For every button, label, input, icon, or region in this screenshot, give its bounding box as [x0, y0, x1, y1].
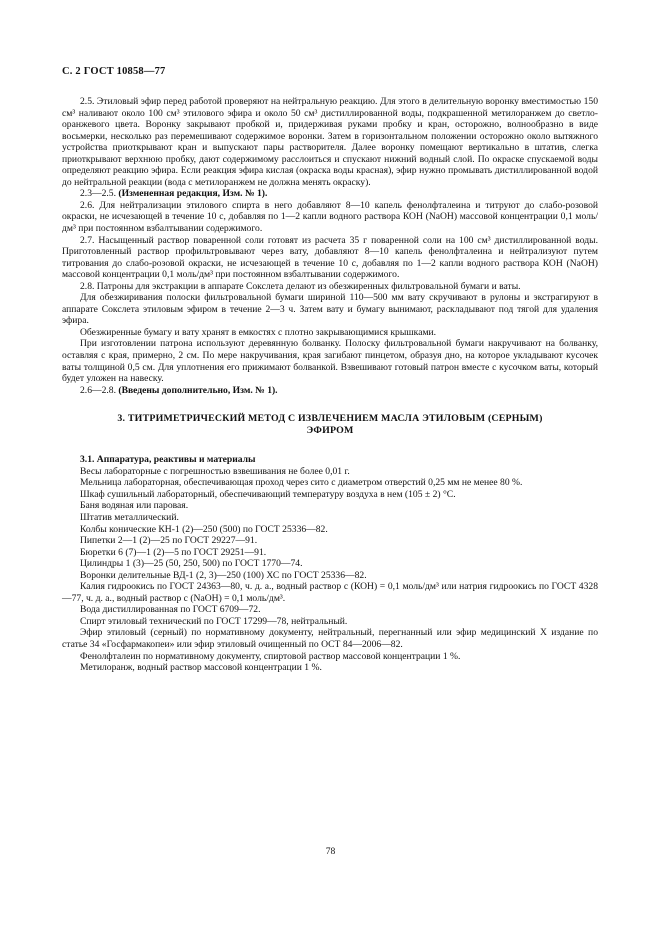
- list-item: Фенолфталеин по нормативному документу, спиртовой раствор массовой концентрации 1 %.: [80, 650, 461, 662]
- list-item: Вода дистиллированная по ГОСТ 6709—72.: [80, 604, 261, 616]
- list-item: Шкаф сушильный лабораторный, обеспечивающий температуру воздуха в нем (105 ± 2) °С.: [80, 488, 456, 500]
- list-item: Пипетки 2—1 (2)—25 по ГОСТ 29227—91.: [80, 535, 258, 547]
- revision-note-1-text: (Измененная редакция, Изм. № 1).: [118, 188, 268, 200]
- list-item: Метилоранж, водный раствор массовой концентрации 1 %.: [80, 662, 322, 674]
- document-body: [62, 96, 598, 674]
- paragraph-2-6: 2.6. Для нейтрализации этилового спирта в него добавляют 8—10 капель фенолфталеина и титруют до слабо-розовой окраски, не исчезающей в течение 10 с, добавляя по 1—2 капли водного раствора КОН (NaOH) массовой концентрации 0,1 моль/дм³ при постоянном взбалтывании содержимого.: [62, 199, 598, 235]
- paragraph-2-7: 2.7. Насыщенный раствор поваренной соли готовят из расчета 35 г поваренной соли на 100 см³ дистиллированной воды. Приготовленный раствор профильтровывают через вату, добавляют 8—10 капель фенолфталеина и нейтрализуют путем титрования до слабо-розовой окраски, не исчезающей в течение 10 с, добавляя по 1—2 капли водного раствора КОН (NaOH) массовой концентрации 0,1 моль/дм³ при постоянном взбалтывании содержимого.: [62, 234, 598, 281]
- revision-note-1-prefix: 2.3—2.5.: [80, 188, 119, 200]
- list-item: Цилиндры 1 (3)—25 (50, 250, 500) по ГОСТ 1770—74.: [80, 558, 303, 570]
- paragraph-2-8: 2.8. Патроны для экстракции в аппарате Сокслета делают из обезжиренных фильтровальной бумаги и ваты.: [80, 280, 521, 292]
- paragraph-degreasing: Для обезжиривания полоски фильтровальной бумаги шириной 110—500 мм вату скручивают в рулоны и экстрагируют в аппарате Сокслета этиловым эфиром в течение 2—3 ч. Затем вату и бумагу вынимают, раскладывают под тягой для удаления эфира.: [62, 292, 598, 327]
- list-item: Бюретки 6 (7)—1 (2)—5 по ГОСТ 29251—91.: [80, 546, 267, 558]
- revision-note-2: [62, 385, 598, 397]
- revision-note-1: [62, 188, 598, 200]
- list-item: Баня водяная или паровая.: [80, 500, 189, 512]
- subsection-heading: 3.1. Аппаратура, реактивы и материалы: [80, 454, 256, 466]
- paragraph-cartridge: При изготовлении патрона используют деревянную болванку. Полоску фильтровальной бумаги накручивают на болванку, оставляя с края, примерно, 2 см. По мере накручивания, края загибают пинцетом, образуя дно, на которое укладывают кусочек ваты толщиной 0,5 см. Для уплотнения его прижимают болванкой. Взвешивают готовый патрон вместе с кусочком ваты, который будет уложен на навеску.: [62, 338, 598, 385]
- list-item: Воронки делительные ВД-1 (2, 3)—250 (100) ХС по ГОСТ 25336—82.: [80, 569, 367, 581]
- paragraph-2-5: 2.5. Этиловый эфир перед работой проверяют на нейтральную реакцию. Для этого в делительную воронку вместимостью 150 см³ наливают около 100 см³ этилового эфира и около 50 см³ дистиллированной воды, подкрашенной метилоранжем до светло-оранжевого цвета. Воронку закрывают пробкой и, придерживая руками пробку и кран, осторожно, волнообразно в виде восьмерки, несколько раз перемешивают содержимое воронки. Затем в горизонтальном положении осторожно около вытяжного устройства приоткрывают кран и выпускают пары растворителя. Далее воронку помещают вертикально в штатив, слегка приоткрывают верхнюю пробку, дают содержимому расслоиться и спускают нижний водный слой. По окраске спускаемой воды определяют реакцию эфира. Если реакция эфира кислая (окраска воды красная), эфир нужно промывать дистиллированной водой до нейтральной реакции (вода с метилоранжем не должна менять окраску).: [62, 96, 598, 188]
- list-item: Штатив металлический.: [80, 511, 179, 523]
- list-item: Калия гидроокись по ГОСТ 24363—80, ч. д. а., водный раствор с (КОН) = 0,1 моль/дм³ или натрия гидроокись по ГОСТ 4328—77, ч. д. а., водный раствор с (NaOH) = 0,1 моль/дм³.: [62, 581, 598, 604]
- revision-note-2-text: (Введены дополнительно, Изм. № 1).: [118, 384, 278, 396]
- revision-note-2-prefix: 2.6—2.8.: [80, 384, 119, 396]
- list-item: Спирт этиловый технический по ГОСТ 17299—78, нейтральный.: [80, 615, 348, 627]
- paragraph-storage: Обезжиренные бумагу и вату хранят в емкостях с плотно закрывающимися крышками.: [80, 326, 437, 338]
- page-header: С. 2 ГОСТ 10858—77: [62, 66, 166, 77]
- section-heading: 3. ТИТРИМЕТРИЧЕСКИЙ МЕТОД С ИЗВЛЕЧЕНИЕМ МАСЛА ЭТИЛОВЫМ (СЕРНЫМ) ЭФИРОМ: [117, 413, 543, 437]
- page-number: 78: [325, 846, 336, 857]
- list-item: Мельница лабораторная, обеспечивающая проход через сито с диаметром отверстий 0,25 мм не менее 80 %.: [80, 477, 523, 489]
- list-item: Весы лабораторные с погрешностью взвешивания не более 0,01 г.: [80, 465, 350, 477]
- list-item: Эфир этиловый (серный) по нормативному документу, нейтральный, перегнанный или эфир медицинский X издание по статье 34 «Госфармакопеи» или эфир этиловый очищенный по ОСТ 84—2006—82.: [62, 627, 598, 650]
- list-item: Колбы конические КН-1 (2)—250 (500) по ГОСТ 25336—82.: [80, 523, 328, 535]
